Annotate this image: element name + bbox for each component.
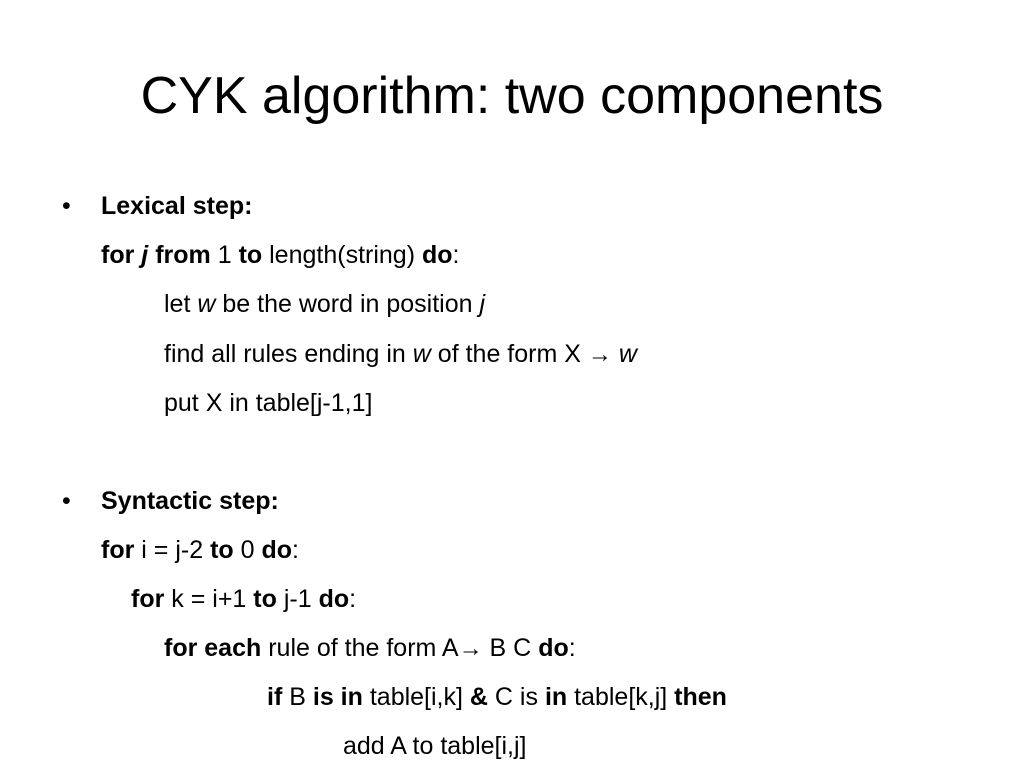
colon: :: [292, 536, 299, 564]
colon: :: [452, 241, 460, 269]
expr: k = i+1: [171, 585, 247, 613]
kw-for: for: [131, 585, 165, 613]
arrow-icon: →: [587, 341, 612, 368]
var-w: w: [197, 290, 216, 318]
kw-and: &: [469, 683, 488, 711]
start-value: 1: [217, 241, 232, 269]
syntactic-line-3: [164, 632, 576, 665]
kw-is-in: is in: [312, 683, 363, 711]
text: be the word in position: [222, 290, 473, 318]
colon: :: [568, 634, 576, 662]
var-j: j: [479, 290, 486, 318]
end-value: 0: [240, 536, 255, 564]
kw-to: to: [238, 241, 263, 269]
lexical-heading-text: Lexical step:: [101, 192, 253, 220]
kw-for: for: [101, 241, 135, 269]
bullet-syntactic: •: [62, 487, 71, 515]
var-j: j: [141, 241, 149, 269]
lexical-line-4: put X in table[j-1,1]: [164, 389, 373, 417]
text: find all rules ending in: [164, 340, 406, 368]
kw-for: for: [101, 536, 135, 564]
end-value: length(string): [269, 241, 416, 269]
kw-to: to: [253, 585, 277, 613]
lexical-line-2: [164, 288, 485, 320]
lexical-line-1: [101, 239, 459, 271]
colon: :: [349, 585, 357, 613]
kw-to: to: [210, 536, 234, 564]
slide-title: CYK algorithm: two components: [140, 67, 884, 125]
kw-in: in: [544, 683, 568, 711]
lexical-line-3: [164, 338, 637, 371]
kw-from: from: [155, 241, 211, 269]
text: B C: [489, 634, 532, 662]
kw-do: do: [261, 536, 293, 564]
end-value: j-1: [283, 585, 312, 613]
text: of the form X: [437, 340, 581, 368]
text: rule of the form A: [268, 634, 459, 662]
kw-then: then: [674, 683, 727, 711]
kw-do: do: [318, 585, 350, 613]
syntactic-line-2: [131, 583, 356, 615]
syntactic-heading-text: Syntactic step:: [101, 487, 279, 515]
kw-for-each: for each: [164, 634, 262, 662]
text: B: [289, 683, 306, 711]
arrow-icon: →: [458, 635, 483, 662]
lexical-heading: [101, 190, 252, 222]
var-w: w: [412, 340, 431, 368]
text: table[k,j]: [574, 683, 668, 711]
kw-do: do: [538, 634, 569, 662]
kw-do: do: [421, 241, 453, 269]
bullet-lexical: •: [62, 192, 71, 220]
text: table[i,k]: [369, 683, 463, 711]
syntactic-line-1: [101, 534, 299, 566]
syntactic-line-5: add A to table[i,j]: [343, 732, 527, 760]
var-w: w: [618, 340, 637, 368]
expr: i = j-2: [141, 536, 204, 564]
syntactic-heading: [101, 485, 279, 517]
kw-if: if: [267, 683, 283, 711]
text: let: [164, 290, 191, 318]
syntactic-line-4: [267, 681, 727, 713]
text: C is: [494, 683, 538, 711]
